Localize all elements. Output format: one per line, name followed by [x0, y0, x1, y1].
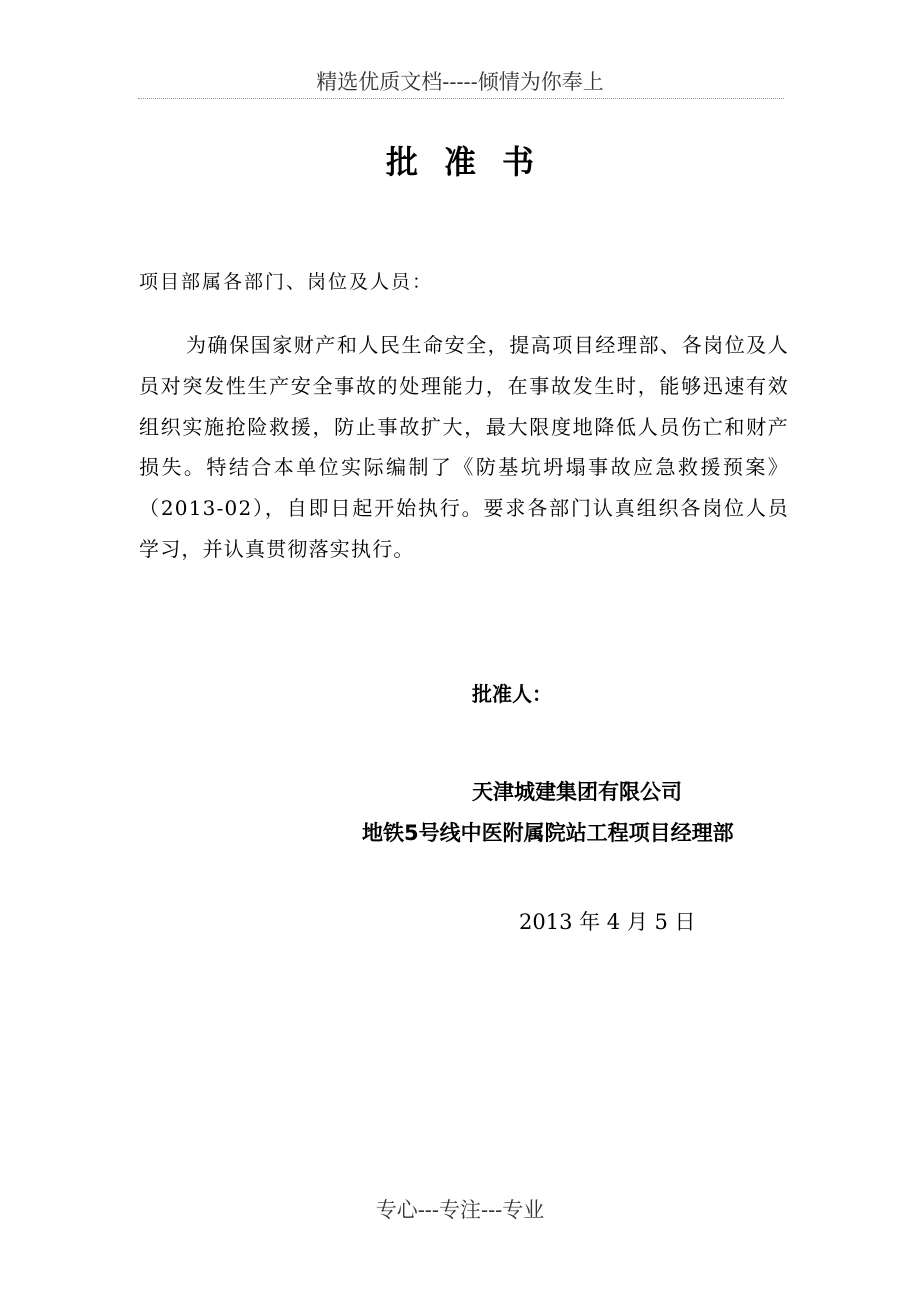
- page-footer: 专心---专注---专业: [375, 1198, 545, 1222]
- document-title: 批准书: [385, 143, 560, 181]
- page-header: 精选优质文档-----倾情为你奉上: [316, 70, 604, 94]
- salutation: 项目部属各部门、岗位及人员：: [139, 271, 434, 293]
- company-name: 天津城建集团有限公司: [472, 780, 682, 804]
- body-paragraph: 为确保国家财产和人民生命安全，提高项目经理部、各岗位及人员对突发性生产安全事故的处理能力，在事故发生时，能够迅速有效组织实施抢险救援，防止事故扩大，最大限度地降低人员伤亡和财产损失。特结合本单位实际编制了《防基坑坍塌事故应急救援预案》（2013-02），自即日起开始执行。要求各部门认真组织各岗位人员学习，并认真贯彻落实执行。: [139, 333, 789, 561]
- approver-label: 批准人：: [472, 682, 552, 706]
- document-date: 2013 年 4 月 5 日: [519, 910, 696, 934]
- department-name: 地铁5号线中医附属院站工程项目经理部: [362, 821, 734, 845]
- header-divider: [138, 98, 784, 99]
